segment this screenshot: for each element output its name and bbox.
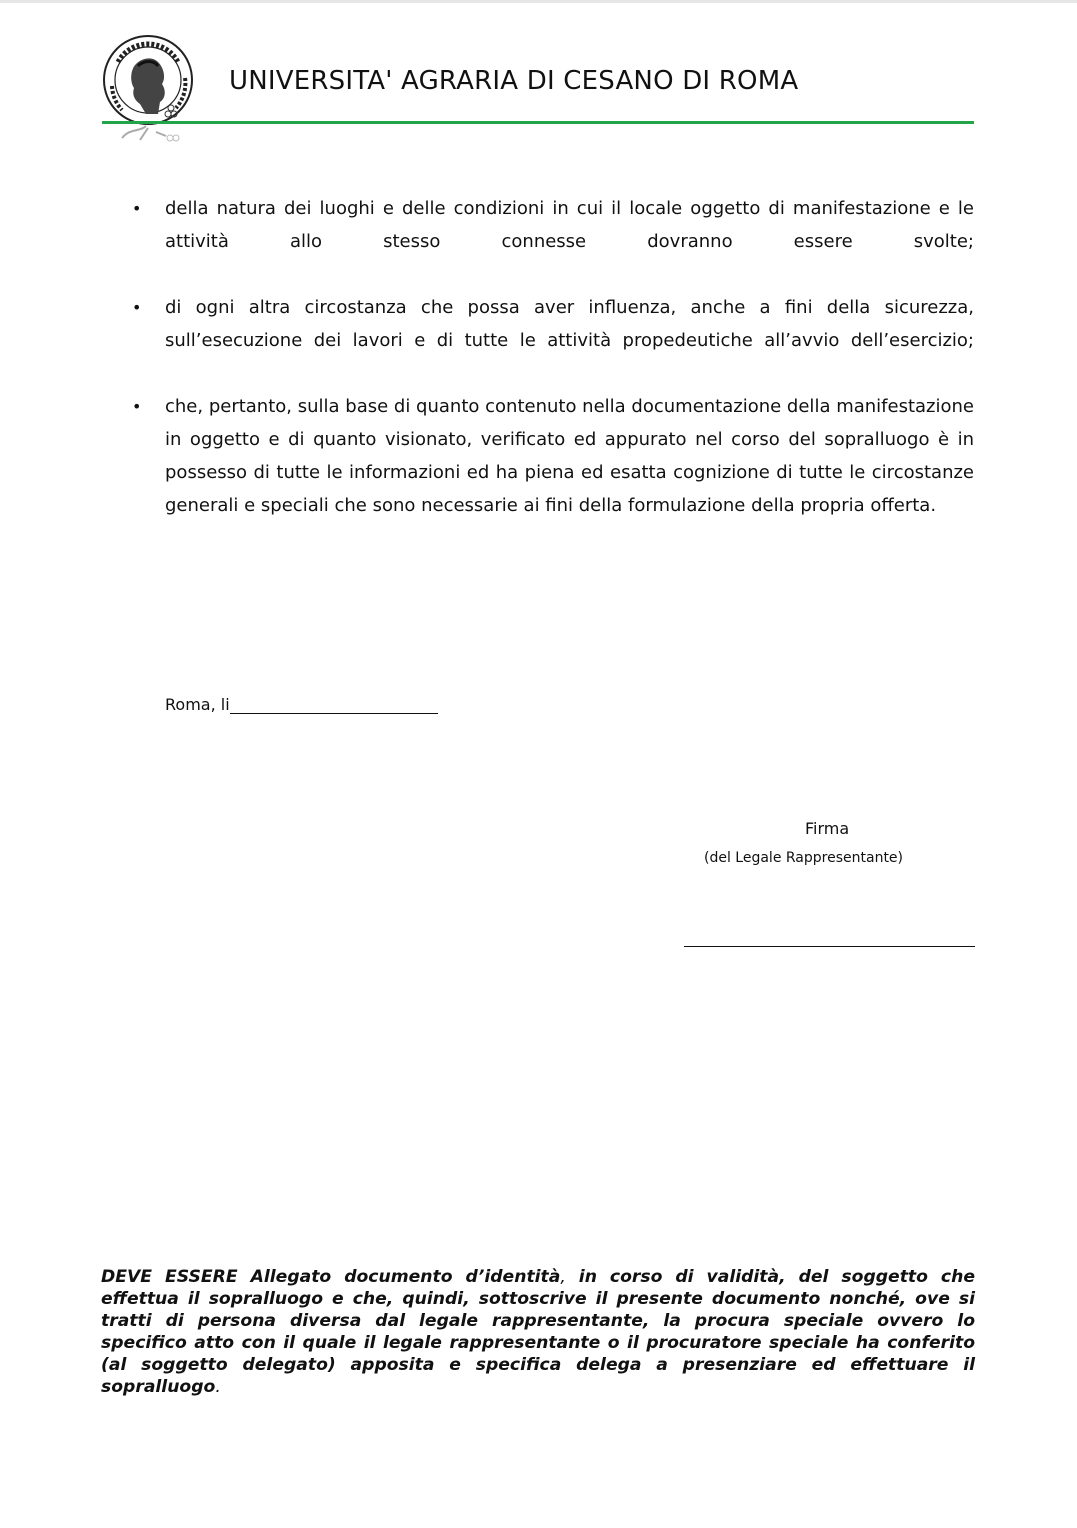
note-end: . xyxy=(215,1377,221,1397)
list-item: che, pertanto, sulla base di quanto contenuto nella documentazione della manifestazione in oggetto e di quanto visionato, verificato ed appurato nel corso del sopralluogo è in possesso di tutte le informazioni ed ha piena ed esatta cognizione di tutte le circostanze generali e speciali che sono necessarie ai fini della formulazione della propria offerta. xyxy=(165,396,974,516)
note-lead: DEVE ESSERE Allegato documento d’identità xyxy=(101,1267,561,1287)
note-body: in corso di validità, del soggetto che effettua il sopralluogo e che, quindi, sottoscrive il presente documento nonché, ove si tratti di persona diversa dal legale rappresentante, la procura speciale ovvero lo specifico atto con il quale il legale rappresentante o il procuratore speciale ha conferito (al soggetto delegato) apposita e specifica delega a presenziare ed effettuare il sopralluogo xyxy=(101,1267,975,1397)
firma-subtitle: (del Legale Rappresentante) xyxy=(704,850,904,866)
place-label: Roma, li xyxy=(165,695,230,714)
bullet-marker: • xyxy=(132,397,142,416)
list-item: di ogni altra circostanza che possa aver influenza, anche a fini della sicurezza, sull’esecuzione dei lavori e di tutte le attività propedeutiche all’avvio dell’esercizio; xyxy=(165,297,974,351)
page-title: UNIVERSITA' AGRARIA DI CESANO DI ROMA xyxy=(229,66,799,96)
page-top-edge xyxy=(0,0,1077,3)
place-date-field xyxy=(165,695,438,714)
header-divider xyxy=(102,121,974,124)
date-blank-line xyxy=(230,697,438,714)
bullet-marker: • xyxy=(132,199,142,218)
list-item: della natura dei luoghi e delle condizioni in cui il locale oggetto di manifestazione e le attività allo stesso connesse dovranno essere svolte; xyxy=(165,198,974,252)
attachment-note xyxy=(101,1266,975,1398)
university-seal-logo xyxy=(100,28,200,156)
firma-label: Firma xyxy=(805,819,850,838)
note-separator: , xyxy=(560,1267,566,1287)
signature-line xyxy=(684,946,975,947)
bullet-marker: • xyxy=(132,298,142,317)
